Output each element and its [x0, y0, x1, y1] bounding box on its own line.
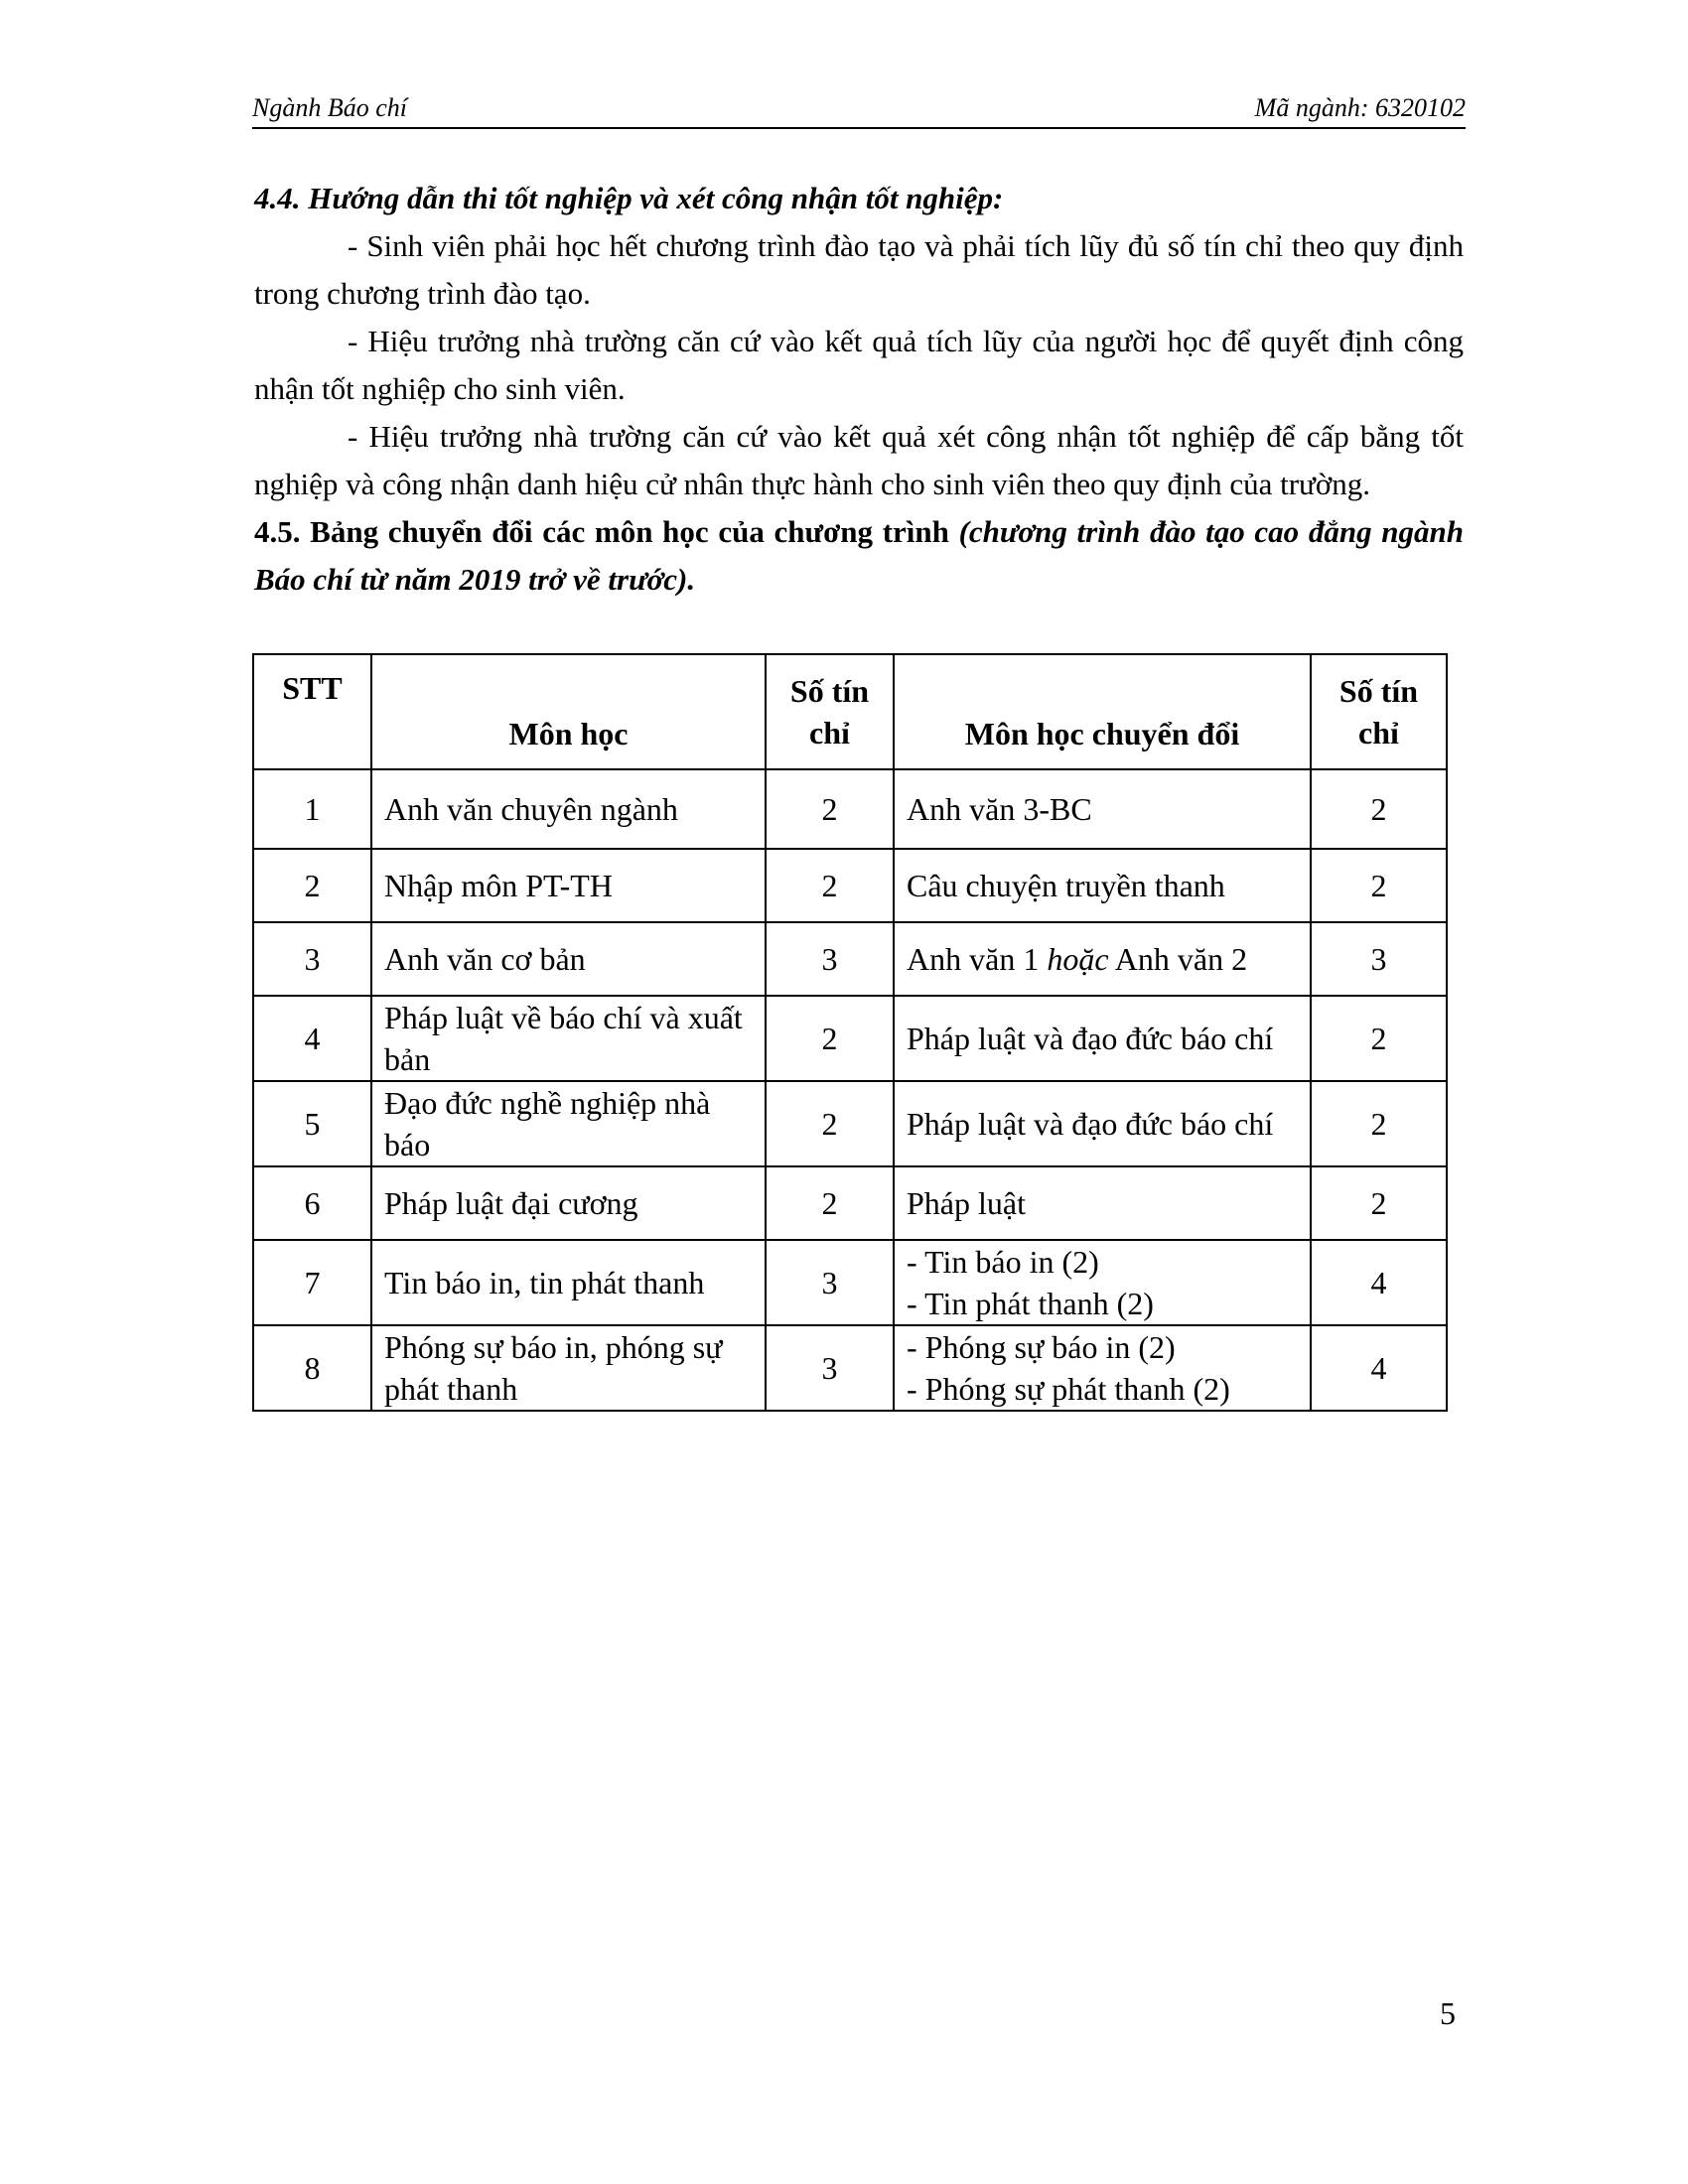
- table-row: [253, 1081, 1447, 1166]
- cell-converted-credits: 2: [1311, 1166, 1447, 1240]
- converted-line-2: - Phóng sự phát thanh (2): [907, 1371, 1230, 1407]
- cell-converted-credits: 2: [1311, 1081, 1447, 1166]
- cell-converted-subject: [894, 1240, 1311, 1325]
- cell-converted-subject: Pháp luật và đạo đức báo chí: [894, 996, 1311, 1081]
- header-stt: STT: [253, 654, 371, 769]
- header-converted-credits: Số tín chỉ: [1311, 654, 1447, 769]
- page-header: [252, 93, 1466, 129]
- paragraph-1: - Sinh viên phải học hết chương trình đào tạo và phải tích lũy đủ số tín chỉ theo quy định trong chương trình đào tạo.: [254, 228, 1464, 311]
- cell-credits: 2: [766, 996, 894, 1081]
- cell-converted-subject: [894, 1325, 1311, 1411]
- cell-converted-credits: 4: [1311, 1325, 1447, 1411]
- cell-converted-credits: 4: [1311, 1240, 1447, 1325]
- table-row: [253, 1325, 1447, 1411]
- converted-option-2: Anh văn 2: [1108, 941, 1248, 977]
- header-subject: Môn học: [371, 654, 766, 769]
- cell-stt: 5: [253, 1081, 371, 1166]
- cell-credits: 3: [766, 922, 894, 996]
- cell-credits: 2: [766, 1081, 894, 1166]
- cell-converted-subject: Anh văn 3-BC: [894, 769, 1311, 849]
- converted-line-1: - Tin báo in (2): [907, 1244, 1099, 1280]
- cell-subject: Nhập môn PT-TH: [371, 849, 766, 922]
- cell-converted-subject: Câu chuyện truyền thanh: [894, 849, 1311, 922]
- section-4-5-title-bold: 4.5. Bảng chuyển đổi các môn học của chương trình: [254, 514, 949, 549]
- cell-stt: 6: [253, 1166, 371, 1240]
- conjunction-or: hoặc: [1047, 941, 1109, 977]
- cell-subject: Anh văn chuyên ngành: [371, 769, 766, 849]
- section-4-4: [254, 175, 1464, 604]
- cell-subject: Đạo đức nghề nghiệp nhà báo: [371, 1081, 766, 1166]
- paragraph-3: - Hiệu trưởng nhà trường căn cứ vào kết quả xét công nhận tốt nghiệp để cấp bằng tốt nghiệp và công nhận danh hiệu cử nhân thực hành cho sinh viên theo quy định của trường.: [254, 419, 1464, 501]
- cell-credits: 3: [766, 1325, 894, 1411]
- header-credits: Số tín chỉ: [766, 654, 894, 769]
- table-row: [253, 1240, 1447, 1325]
- converted-line-2: - Tin phát thanh (2): [907, 1286, 1154, 1321]
- header-program-code: Mã ngành: 6320102: [1254, 93, 1466, 122]
- table-row: [253, 996, 1447, 1081]
- cell-subject: Tin báo in, tin phát thanh: [371, 1240, 766, 1325]
- section-4-4-title: 4.4. Hướng dẫn thi tốt nghiệp và xét công nhận tốt nghiệp:: [254, 181, 1004, 215]
- cell-converted-credits: 2: [1311, 849, 1447, 922]
- cell-subject: Phóng sự báo in, phóng sự phát thanh: [371, 1325, 766, 1411]
- cell-stt: 2: [253, 849, 371, 922]
- paragraph-2: - Hiệu trưởng nhà trường căn cứ vào kết quả tích lũy của người học để quyết định công nhận tốt nghiệp cho sinh viên.: [254, 324, 1464, 406]
- cell-converted-subject: [894, 922, 1311, 996]
- section-4-5-title: [254, 508, 1464, 604]
- cell-subject: Pháp luật về báo chí và xuất bản: [371, 996, 766, 1081]
- cell-credits: 2: [766, 849, 894, 922]
- cell-subject: Anh văn cơ bản: [371, 922, 766, 996]
- converted-line-1: - Phóng sự báo in (2): [907, 1329, 1176, 1365]
- table-row: [253, 1166, 1447, 1240]
- table-row: [253, 922, 1447, 996]
- converted-option-1: Anh văn 1: [907, 941, 1048, 977]
- cell-stt: 1: [253, 769, 371, 849]
- cell-converted-credits: 2: [1311, 769, 1447, 849]
- cell-subject: Pháp luật đại cương: [371, 1166, 766, 1240]
- cell-stt: 8: [253, 1325, 371, 1411]
- header-program-name: Ngành Báo chí: [252, 93, 407, 122]
- cell-converted-credits: 2: [1311, 996, 1447, 1081]
- cell-credits: 2: [766, 1166, 894, 1240]
- page-number: 5: [1440, 1995, 1456, 2031]
- header-converted-subject: Môn học chuyển đổi: [894, 654, 1311, 769]
- table-row: [253, 849, 1447, 922]
- cell-stt: 3: [253, 922, 371, 996]
- cell-stt: 4: [253, 996, 371, 1081]
- table-header-row: [253, 654, 1447, 769]
- cell-converted-credits: 3: [1311, 922, 1447, 996]
- cell-converted-subject: Pháp luật và đạo đức báo chí: [894, 1081, 1311, 1166]
- conversion-table: [252, 653, 1448, 1412]
- table-row: [253, 769, 1447, 849]
- cell-credits: 2: [766, 769, 894, 849]
- cell-converted-subject: Pháp luật: [894, 1166, 1311, 1240]
- cell-stt: 7: [253, 1240, 371, 1325]
- cell-credits: 3: [766, 1240, 894, 1325]
- section-4-5-title-italic: (chương trình đào tạo cao đẳng ngành Báo chí từ năm 2019 trở về trước).: [254, 514, 1465, 597]
